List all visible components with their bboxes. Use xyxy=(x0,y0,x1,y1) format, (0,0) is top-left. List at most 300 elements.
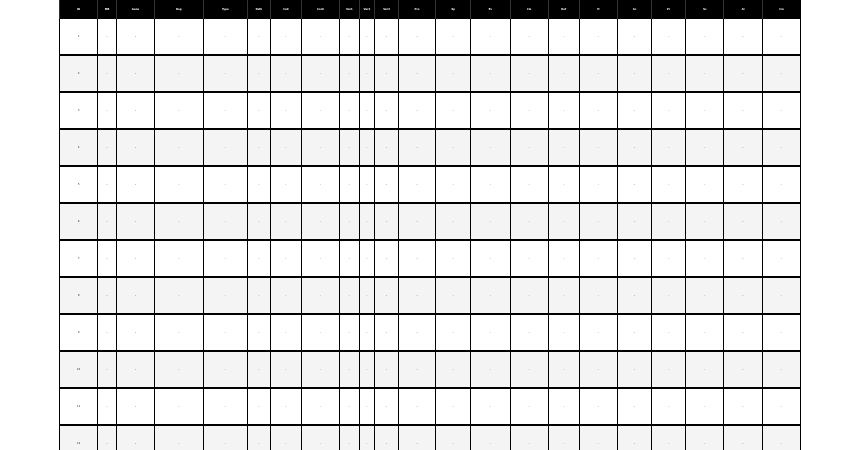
table-cell: – xyxy=(510,388,548,425)
table-cell: – xyxy=(248,203,271,240)
table-cell: – xyxy=(116,129,154,166)
table-cell: – xyxy=(510,92,548,129)
table-cell: – xyxy=(762,166,800,203)
table-cell: – xyxy=(270,425,301,450)
table-cell: – xyxy=(340,314,360,351)
table-row[interactable] xyxy=(60,277,801,314)
table-cell: – xyxy=(203,240,247,277)
table-cell: – xyxy=(375,240,399,277)
table-cell: – xyxy=(724,277,762,314)
table-cell: – xyxy=(270,55,301,92)
table-cell: – xyxy=(579,129,617,166)
table-cell: – xyxy=(359,425,375,450)
table-cell: – xyxy=(98,314,117,351)
table-cell: – xyxy=(203,388,247,425)
table-cell: – xyxy=(436,19,471,56)
table-cell: – xyxy=(375,203,399,240)
table-cell: – xyxy=(548,277,579,314)
table-cell: – xyxy=(116,240,154,277)
table-cell: – xyxy=(471,351,510,388)
table-cell: – xyxy=(762,240,800,277)
table-cell: – xyxy=(652,425,686,450)
table-cell: – xyxy=(617,55,651,92)
table-row[interactable] xyxy=(60,129,801,166)
table-cell: – xyxy=(340,92,360,129)
table-cell: – xyxy=(471,129,510,166)
table-cell: – xyxy=(510,55,548,92)
column-header[interactable]: Pre xyxy=(398,0,435,19)
table-cell: – xyxy=(359,240,375,277)
column-header[interactable]: Call xyxy=(270,0,301,19)
column-header[interactable]: Path xyxy=(248,0,271,19)
table-cell: – xyxy=(301,240,339,277)
table-cell: – xyxy=(436,240,471,277)
table-cell: – xyxy=(398,425,435,450)
table-cell: – xyxy=(436,92,471,129)
table-cell: – xyxy=(617,425,651,450)
table-cell: – xyxy=(762,425,800,450)
table-cell: – xyxy=(686,425,724,450)
table-cell: – xyxy=(686,277,724,314)
table-cell: 10 xyxy=(60,351,98,388)
table-cell: – xyxy=(398,314,435,351)
table-cell: – xyxy=(548,129,579,166)
table-cell: – xyxy=(375,388,399,425)
table-cell: – xyxy=(548,203,579,240)
table-cell: – xyxy=(471,166,510,203)
table-cell: – xyxy=(686,19,724,56)
table-cell: – xyxy=(436,314,471,351)
table-cell: – xyxy=(301,92,339,129)
table-cell: – xyxy=(724,314,762,351)
table-cell: – xyxy=(116,277,154,314)
table-row[interactable] xyxy=(60,19,801,56)
table-row[interactable] xyxy=(60,351,801,388)
table-cell: – xyxy=(579,425,617,450)
table-cell: 1 xyxy=(60,19,98,56)
table-cell: – xyxy=(359,388,375,425)
table-cell: – xyxy=(724,388,762,425)
table-cell: – xyxy=(398,203,435,240)
table-cell: – xyxy=(652,203,686,240)
table-cell: – xyxy=(248,240,271,277)
table-cell: – xyxy=(359,166,375,203)
table-cell: – xyxy=(398,166,435,203)
table-cell: – xyxy=(270,129,301,166)
table-cell: – xyxy=(203,166,247,203)
table-cell: 3 xyxy=(60,92,98,129)
column-header[interactable]: Gene xyxy=(116,0,154,19)
table-cell: – xyxy=(548,425,579,450)
table-cell: – xyxy=(155,129,204,166)
table-cell: – xyxy=(686,388,724,425)
table-cell: – xyxy=(270,19,301,56)
table-cell: – xyxy=(471,203,510,240)
table-cell: – xyxy=(375,129,399,166)
table-cell: – xyxy=(510,351,548,388)
table-cell: – xyxy=(617,129,651,166)
table-cell: – xyxy=(398,388,435,425)
table-cell: – xyxy=(155,203,204,240)
table-cell: – xyxy=(686,166,724,203)
table-cell: – xyxy=(248,19,271,56)
table-cell: – xyxy=(436,203,471,240)
table-cell: – xyxy=(203,129,247,166)
table-cell: – xyxy=(617,19,651,56)
table-cell: – xyxy=(652,166,686,203)
table-cell: – xyxy=(510,314,548,351)
table-cell: – xyxy=(762,129,800,166)
column-header[interactable]: Ref xyxy=(548,0,579,19)
table-cell: – xyxy=(155,388,204,425)
table-cell: – xyxy=(762,203,800,240)
column-header[interactable]: Cls xyxy=(510,0,548,19)
table-cell: – xyxy=(375,351,399,388)
table-cell: – xyxy=(116,351,154,388)
table-cell: – xyxy=(248,277,271,314)
table-cell: – xyxy=(248,129,271,166)
table-row[interactable] xyxy=(60,425,801,450)
table-cell: – xyxy=(548,19,579,56)
table-cell: – xyxy=(724,166,762,203)
table-cell: – xyxy=(340,277,360,314)
table-cell: – xyxy=(398,129,435,166)
table-cell: – xyxy=(203,277,247,314)
table-cell: – xyxy=(359,277,375,314)
table-cell: – xyxy=(116,314,154,351)
table-cell: – xyxy=(652,240,686,277)
table-cell: – xyxy=(510,203,548,240)
table-cell: – xyxy=(203,351,247,388)
table-cell: – xyxy=(301,19,339,56)
table-cell: – xyxy=(116,388,154,425)
table-cell: – xyxy=(762,19,800,56)
table-cell: – xyxy=(686,203,724,240)
table-cell: – xyxy=(375,277,399,314)
table-cell: – xyxy=(116,19,154,56)
table-cell: – xyxy=(436,277,471,314)
table-cell: – xyxy=(652,19,686,56)
table-cell: – xyxy=(270,240,301,277)
table-cell: – xyxy=(270,92,301,129)
table-cell: – xyxy=(724,425,762,450)
column-header[interactable]: Tr xyxy=(579,0,617,19)
column-header[interactable]: Cm xyxy=(762,0,800,19)
table-cell: – xyxy=(116,166,154,203)
table-cell: – xyxy=(301,425,339,450)
table-row[interactable] xyxy=(60,388,801,425)
table-cell: – xyxy=(548,351,579,388)
table-cell: – xyxy=(510,129,548,166)
table-cell: – xyxy=(301,277,339,314)
table-cell: – xyxy=(155,277,204,314)
table-cell: – xyxy=(579,203,617,240)
table-cell: – xyxy=(98,240,117,277)
table-cell: – xyxy=(762,388,800,425)
table-cell: – xyxy=(375,19,399,56)
table-cell: – xyxy=(436,351,471,388)
table-cell: – xyxy=(375,425,399,450)
table-cell: – xyxy=(579,19,617,56)
table-cell: – xyxy=(617,166,651,203)
table-cell: – xyxy=(98,129,117,166)
table-row[interactable] xyxy=(60,55,801,92)
table-cell: – xyxy=(270,314,301,351)
table-row[interactable] xyxy=(60,203,801,240)
table-cell: – xyxy=(155,240,204,277)
table-cell: – xyxy=(359,92,375,129)
table-cell: – xyxy=(116,425,154,450)
table-cell: – xyxy=(98,166,117,203)
table-cell: 4 xyxy=(60,129,98,166)
table-cell: – xyxy=(398,19,435,56)
table-cell: – xyxy=(340,166,360,203)
table-cell: – xyxy=(340,240,360,277)
table-cell: – xyxy=(270,277,301,314)
table-cell: – xyxy=(248,92,271,129)
table-cell: 7 xyxy=(60,240,98,277)
table-cell: 6 xyxy=(60,203,98,240)
table-cell: – xyxy=(340,19,360,56)
table-cell: – xyxy=(510,277,548,314)
table-cell: – xyxy=(471,314,510,351)
column-header[interactable]: Var3 xyxy=(375,0,399,19)
table-cell: – xyxy=(762,55,800,92)
table-row[interactable] xyxy=(60,314,801,351)
table-row[interactable] xyxy=(60,166,801,203)
table-cell: – xyxy=(398,55,435,92)
table-cell: – xyxy=(116,92,154,129)
table-cell: – xyxy=(724,92,762,129)
table-cell: – xyxy=(359,314,375,351)
column-header[interactable]: Al xyxy=(724,0,762,19)
table-cell: – xyxy=(116,203,154,240)
table-cell: – xyxy=(203,314,247,351)
table-cell: – xyxy=(98,351,117,388)
table-cell: – xyxy=(548,388,579,425)
table-cell: – xyxy=(301,388,339,425)
table-cell: – xyxy=(98,203,117,240)
table-cell: – xyxy=(652,55,686,92)
table-cell: – xyxy=(155,55,204,92)
table-cell: – xyxy=(510,425,548,450)
table-cell: – xyxy=(398,240,435,277)
table-cell: – xyxy=(617,92,651,129)
table-cell: – xyxy=(724,203,762,240)
column-header[interactable]: Ev xyxy=(471,0,510,19)
table-cell: – xyxy=(762,277,800,314)
table-cell: – xyxy=(359,55,375,92)
table-cell: – xyxy=(548,92,579,129)
table-header xyxy=(60,0,801,19)
table-cell: – xyxy=(116,55,154,92)
table-cell: – xyxy=(652,92,686,129)
table-cell: – xyxy=(270,166,301,203)
table-row[interactable] xyxy=(60,240,801,277)
table-cell: – xyxy=(686,314,724,351)
table-cell: – xyxy=(617,277,651,314)
table-cell: – xyxy=(579,240,617,277)
column-header[interactable]: Var2 xyxy=(359,0,375,19)
table-cell: – xyxy=(436,129,471,166)
table-cell: – xyxy=(203,425,247,450)
table-cell: – xyxy=(579,314,617,351)
table-cell: – xyxy=(248,166,271,203)
table-cell: – xyxy=(652,277,686,314)
table-cell: – xyxy=(686,240,724,277)
table-cell: – xyxy=(617,203,651,240)
column-header[interactable]: ID xyxy=(60,0,98,19)
table-cell: – xyxy=(340,425,360,450)
table-cell: – xyxy=(301,351,339,388)
table-cell: – xyxy=(652,129,686,166)
table-cell: – xyxy=(548,314,579,351)
table-cell: 11 xyxy=(60,388,98,425)
table-cell: – xyxy=(359,129,375,166)
table-cell: – xyxy=(617,351,651,388)
column-header[interactable]: Reg xyxy=(155,0,204,19)
table-cell: – xyxy=(436,425,471,450)
table-cell: – xyxy=(340,388,360,425)
table-cell: – xyxy=(652,351,686,388)
table-body xyxy=(60,19,801,450)
table-cell: – xyxy=(398,351,435,388)
table-cell: – xyxy=(98,19,117,56)
table-cell: – xyxy=(652,388,686,425)
table-cell: – xyxy=(203,55,247,92)
table-cell: – xyxy=(301,203,339,240)
column-header[interactable]: Pr xyxy=(652,0,686,19)
table-cell: – xyxy=(579,92,617,129)
table-cell: – xyxy=(203,203,247,240)
table-cell: – xyxy=(155,19,204,56)
column-header[interactable]: Sc xyxy=(686,0,724,19)
table-cell: – xyxy=(510,240,548,277)
table-cell: – xyxy=(436,55,471,92)
table-cell: – xyxy=(686,129,724,166)
table-cell: – xyxy=(471,19,510,56)
table-cell: – xyxy=(375,55,399,92)
table-cell: – xyxy=(301,166,339,203)
table-cell: – xyxy=(248,425,271,450)
column-header[interactable]: MB xyxy=(98,0,117,19)
table-cell: 2 xyxy=(60,55,98,92)
table-cell: – xyxy=(510,19,548,56)
table-cell: – xyxy=(579,55,617,92)
table-cell: – xyxy=(548,240,579,277)
table-cell: – xyxy=(359,19,375,56)
table-cell: – xyxy=(155,314,204,351)
table-cell: – xyxy=(398,277,435,314)
table-row[interactable] xyxy=(60,92,801,129)
table-cell: – xyxy=(98,388,117,425)
table-cell: – xyxy=(301,129,339,166)
table-cell: – xyxy=(359,351,375,388)
table-cell: – xyxy=(724,19,762,56)
table-cell: – xyxy=(340,129,360,166)
column-header[interactable]: Cont xyxy=(301,0,339,19)
table-cell: 12 xyxy=(60,425,98,450)
table-cell: – xyxy=(579,166,617,203)
table-cell: – xyxy=(652,314,686,351)
column-header[interactable]: Ac xyxy=(617,0,651,19)
table-cell: – xyxy=(203,19,247,56)
table-cell: – xyxy=(471,240,510,277)
table-cell: – xyxy=(471,277,510,314)
table-cell: – xyxy=(579,277,617,314)
table-cell: – xyxy=(510,166,548,203)
table-cell: – xyxy=(724,351,762,388)
table-cell: – xyxy=(375,166,399,203)
table-cell: – xyxy=(686,55,724,92)
table-cell: – xyxy=(398,92,435,129)
table-cell: – xyxy=(270,388,301,425)
table-cell: – xyxy=(155,425,204,450)
table-cell: – xyxy=(617,388,651,425)
column-header[interactable]: Var1 xyxy=(340,0,360,19)
variant-table-view xyxy=(59,0,801,450)
table-cell: – xyxy=(436,166,471,203)
table-cell: – xyxy=(340,55,360,92)
table-cell: – xyxy=(248,314,271,351)
table-cell: – xyxy=(359,203,375,240)
table-cell: – xyxy=(248,351,271,388)
table-cell: – xyxy=(248,55,271,92)
header-row xyxy=(60,0,801,19)
table-cell: – xyxy=(724,129,762,166)
table-cell: – xyxy=(762,351,800,388)
table-cell: – xyxy=(98,277,117,314)
table-cell: – xyxy=(155,166,204,203)
table-cell: – xyxy=(340,351,360,388)
table-cell: – xyxy=(155,351,204,388)
table-cell: – xyxy=(301,314,339,351)
table-cell: – xyxy=(98,92,117,129)
table-cell: 9 xyxy=(60,314,98,351)
column-header[interactable]: Sp xyxy=(436,0,471,19)
table-cell: – xyxy=(762,314,800,351)
table-cell: – xyxy=(155,92,204,129)
table-cell: – xyxy=(340,203,360,240)
table-cell: – xyxy=(203,92,247,129)
table-cell: – xyxy=(301,55,339,92)
table-cell: – xyxy=(471,425,510,450)
table-cell: 8 xyxy=(60,277,98,314)
table-cell: 5 xyxy=(60,166,98,203)
table-cell: – xyxy=(375,314,399,351)
table-cell: – xyxy=(248,388,271,425)
table-cell: – xyxy=(436,388,471,425)
table-cell: – xyxy=(270,203,301,240)
table-cell: – xyxy=(762,92,800,129)
table-cell: – xyxy=(686,92,724,129)
table-cell: – xyxy=(375,92,399,129)
table-cell: – xyxy=(579,388,617,425)
table-cell: – xyxy=(548,55,579,92)
table-cell: – xyxy=(686,351,724,388)
table-cell: – xyxy=(548,166,579,203)
table-cell: – xyxy=(724,55,762,92)
table-cell: – xyxy=(471,55,510,92)
table-cell: – xyxy=(579,351,617,388)
table-cell: – xyxy=(724,240,762,277)
table-cell: – xyxy=(617,240,651,277)
variant-table xyxy=(59,0,801,450)
table-cell: – xyxy=(270,351,301,388)
table-cell: – xyxy=(471,92,510,129)
column-header[interactable]: Type xyxy=(203,0,247,19)
table-cell: – xyxy=(471,388,510,425)
